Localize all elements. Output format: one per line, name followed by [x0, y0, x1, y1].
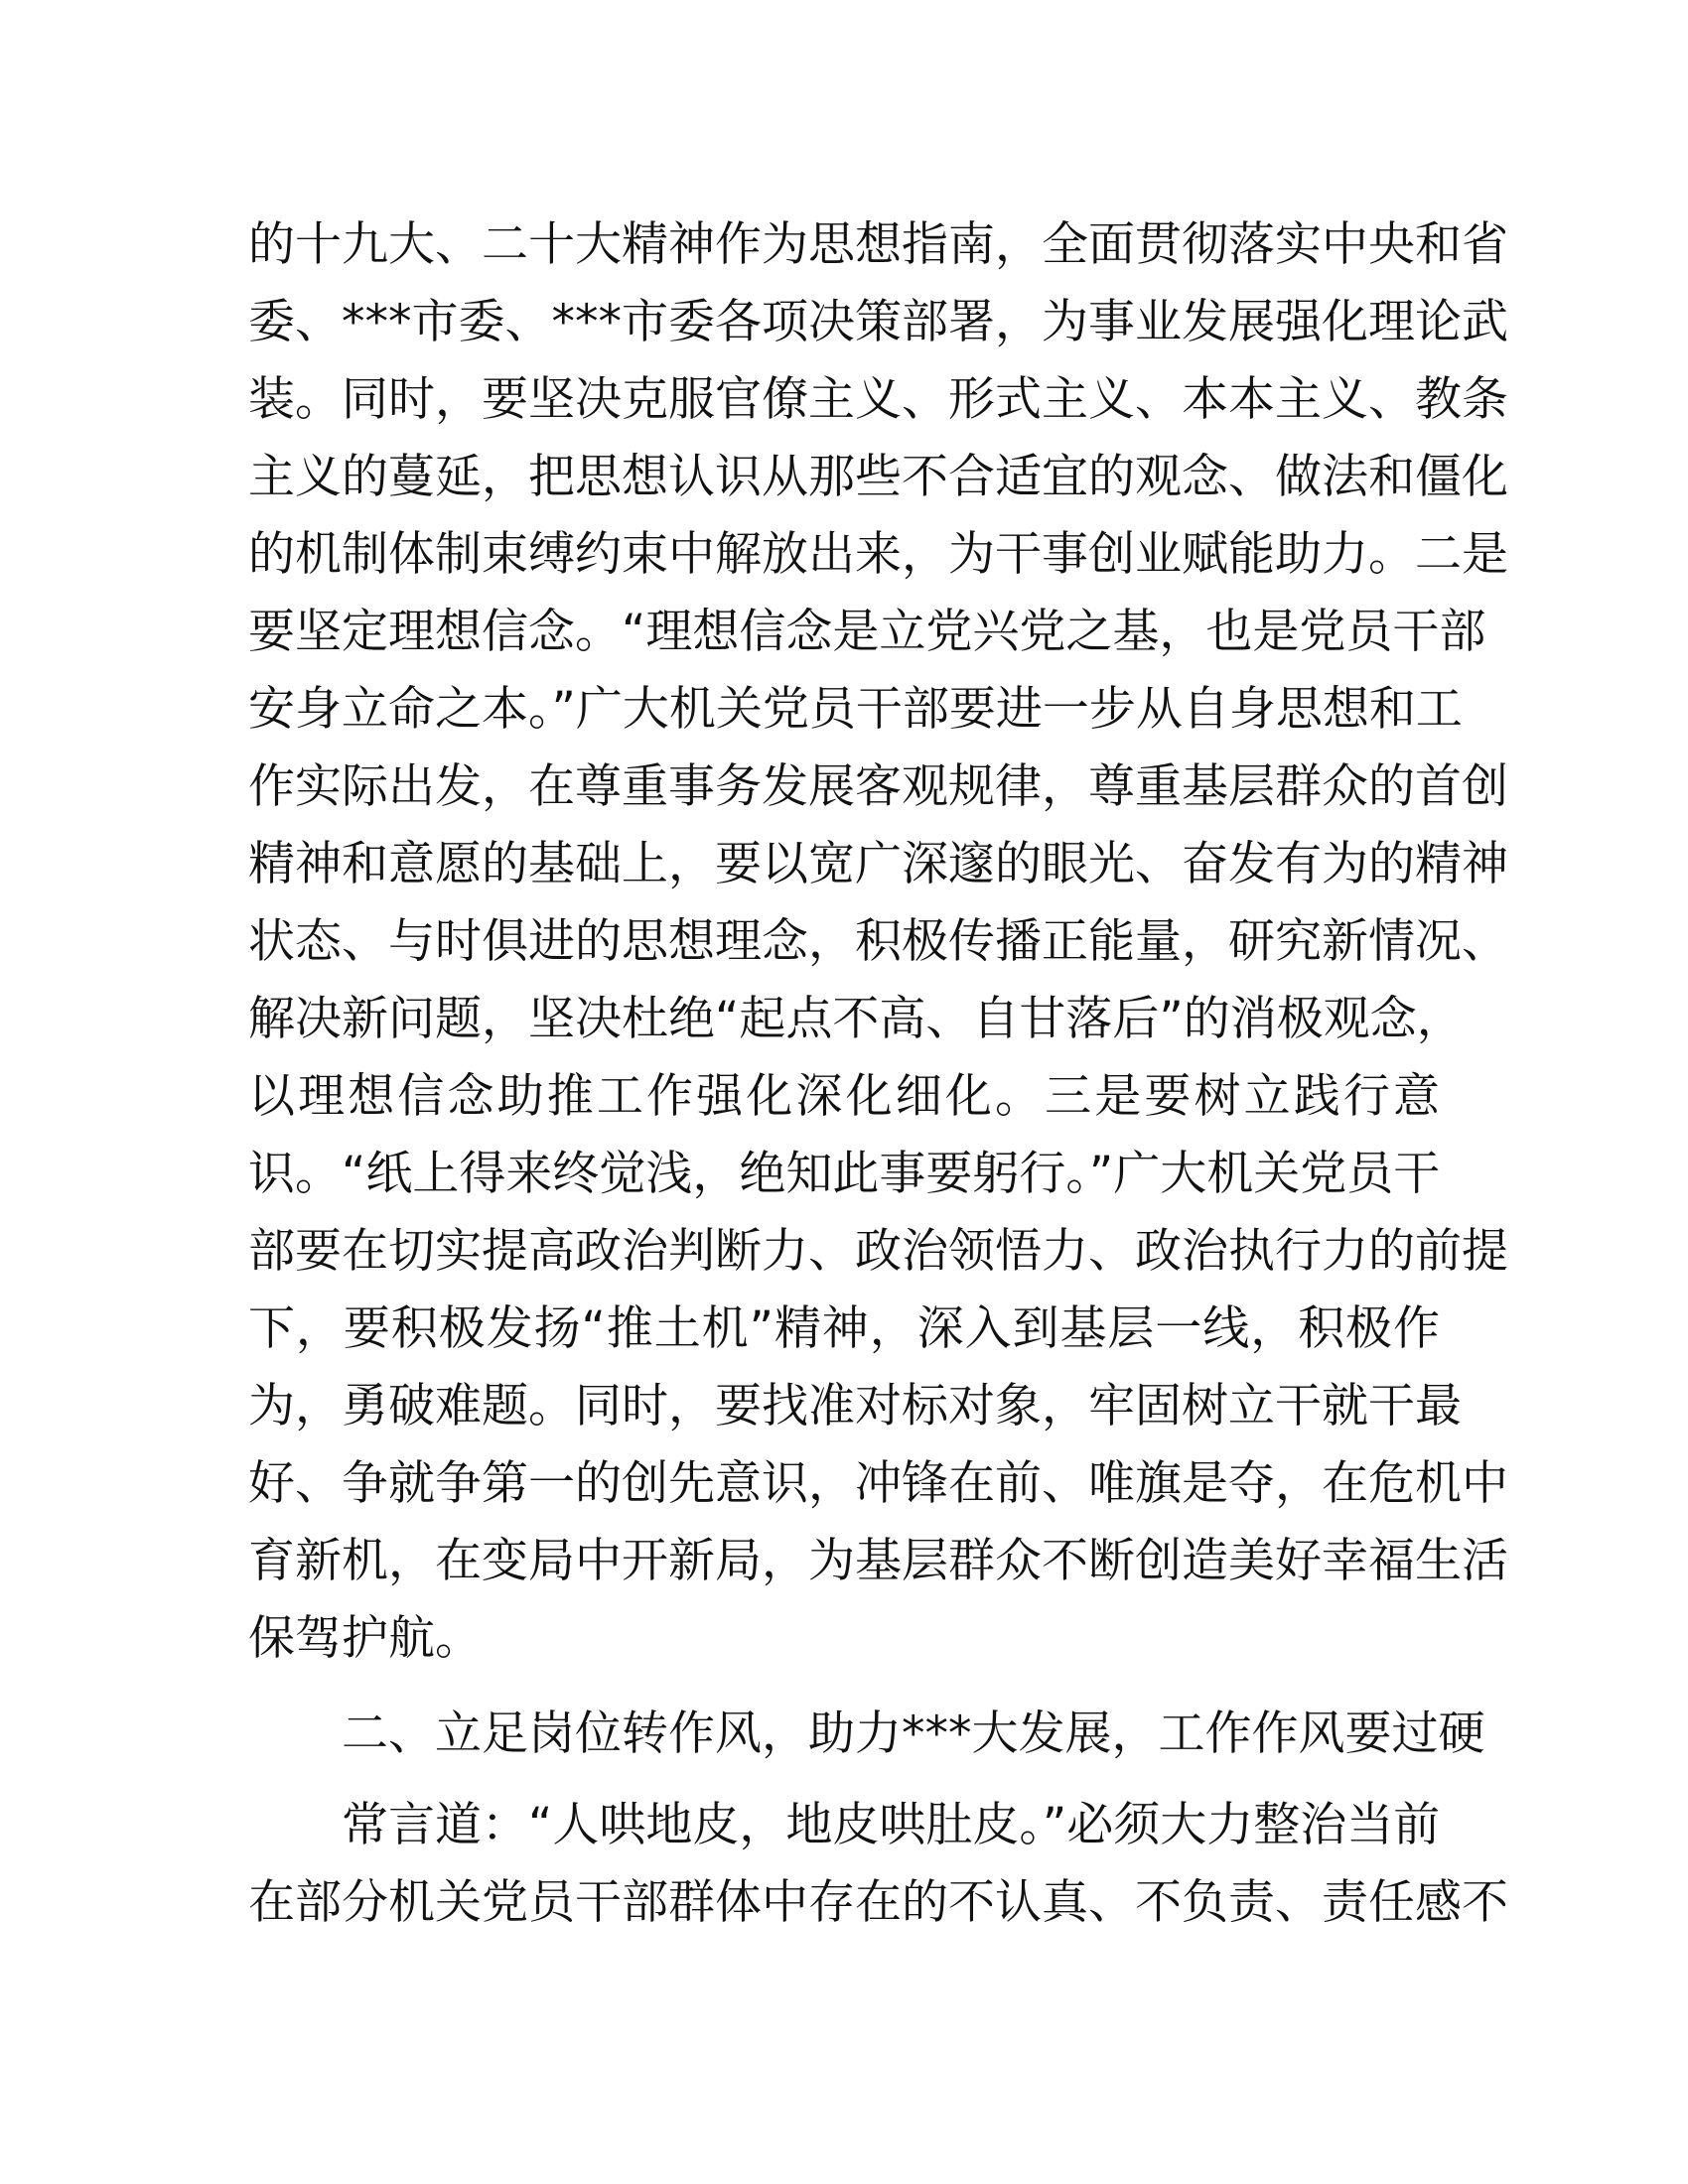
- text-line: 要坚定理想信念。“理想信念是立党兴党之基，也是党员干部: [248, 605, 1486, 659]
- text-line: 育新机，在变局中开新局，为基层群众不断创造美好幸福生活: [248, 1534, 1508, 1588]
- section-heading-text: 二、立足岗位转作风，助力***大发展，工作作风要过硬: [342, 1706, 1485, 1761]
- paragraph: [248, 1787, 1508, 1942]
- text-line: 好、争就争第一的创先意识，冲锋在前、唯旗是夺，在危机中: [248, 1456, 1508, 1511]
- text-line: 解决新问题，坚决杜绝“起点不高、自甘落后”的消极观念，: [248, 992, 1464, 1046]
- text-line: 的机制体制束缚约束中解放出来，为干事创业赋能助力。二是: [248, 527, 1508, 582]
- text-line: 精神和意愿的基础上，要以宽广深邃的眼光、奋发有为的精神: [248, 837, 1508, 891]
- text-line: 部要在切实提高政治判断力、政治领悟力、政治执行力的前提: [248, 1224, 1508, 1279]
- text-line: 安身立命之本。”广大机关党员干部要进一步从自身思想和工: [248, 682, 1463, 737]
- paragraph: [248, 206, 1508, 1678]
- text-line: 作实际出发，在尊重事务发展客观规律，尊重基层群众的首创: [248, 759, 1508, 814]
- text-line: 下，要积极发扬“推土机”精神，深入到基层一线，积极作: [248, 1301, 1440, 1356]
- text-line: 的十九大、二十大精神作为思想指南，全面贯彻落实中央和省: [248, 217, 1508, 272]
- body-text: [248, 206, 1508, 1942]
- text-line: 状态、与时俱进的思想理念，积极传播正能量，研究新情况、: [248, 914, 1508, 969]
- text-line: 装。同时，要坚决克服官僚主义、形式主义、本本主义、教条: [248, 372, 1508, 427]
- section-heading: [248, 1696, 1485, 1773]
- text-line: 识。“纸上得来终觉浅，绝知此事要躬行。”广大机关党员干: [248, 1147, 1441, 1201]
- text-line: 以理想信念助推工作强化深化细化。三是要树立践行意: [248, 1069, 1440, 1124]
- text-line: 保驾护航。: [248, 1611, 482, 1666]
- text-line: 为，勇破难题。同时，要找准对标对象，牢固树立干就干最: [248, 1379, 1462, 1433]
- text-line: 主义的蔓延，把思想认识从那些不合适宜的观念、做法和僵化: [248, 450, 1508, 504]
- text-line: 委、***市委、***市委各项决策部署，为事业发展强化理论武: [248, 295, 1508, 349]
- text-line: 在部分机关党员干部群体中存在的不认真、不负责、责任感不: [248, 1875, 1508, 1930]
- text-line: 常言道：“人哄地皮，地皮哄肚皮。”必须大力整治当前: [342, 1798, 1441, 1852]
